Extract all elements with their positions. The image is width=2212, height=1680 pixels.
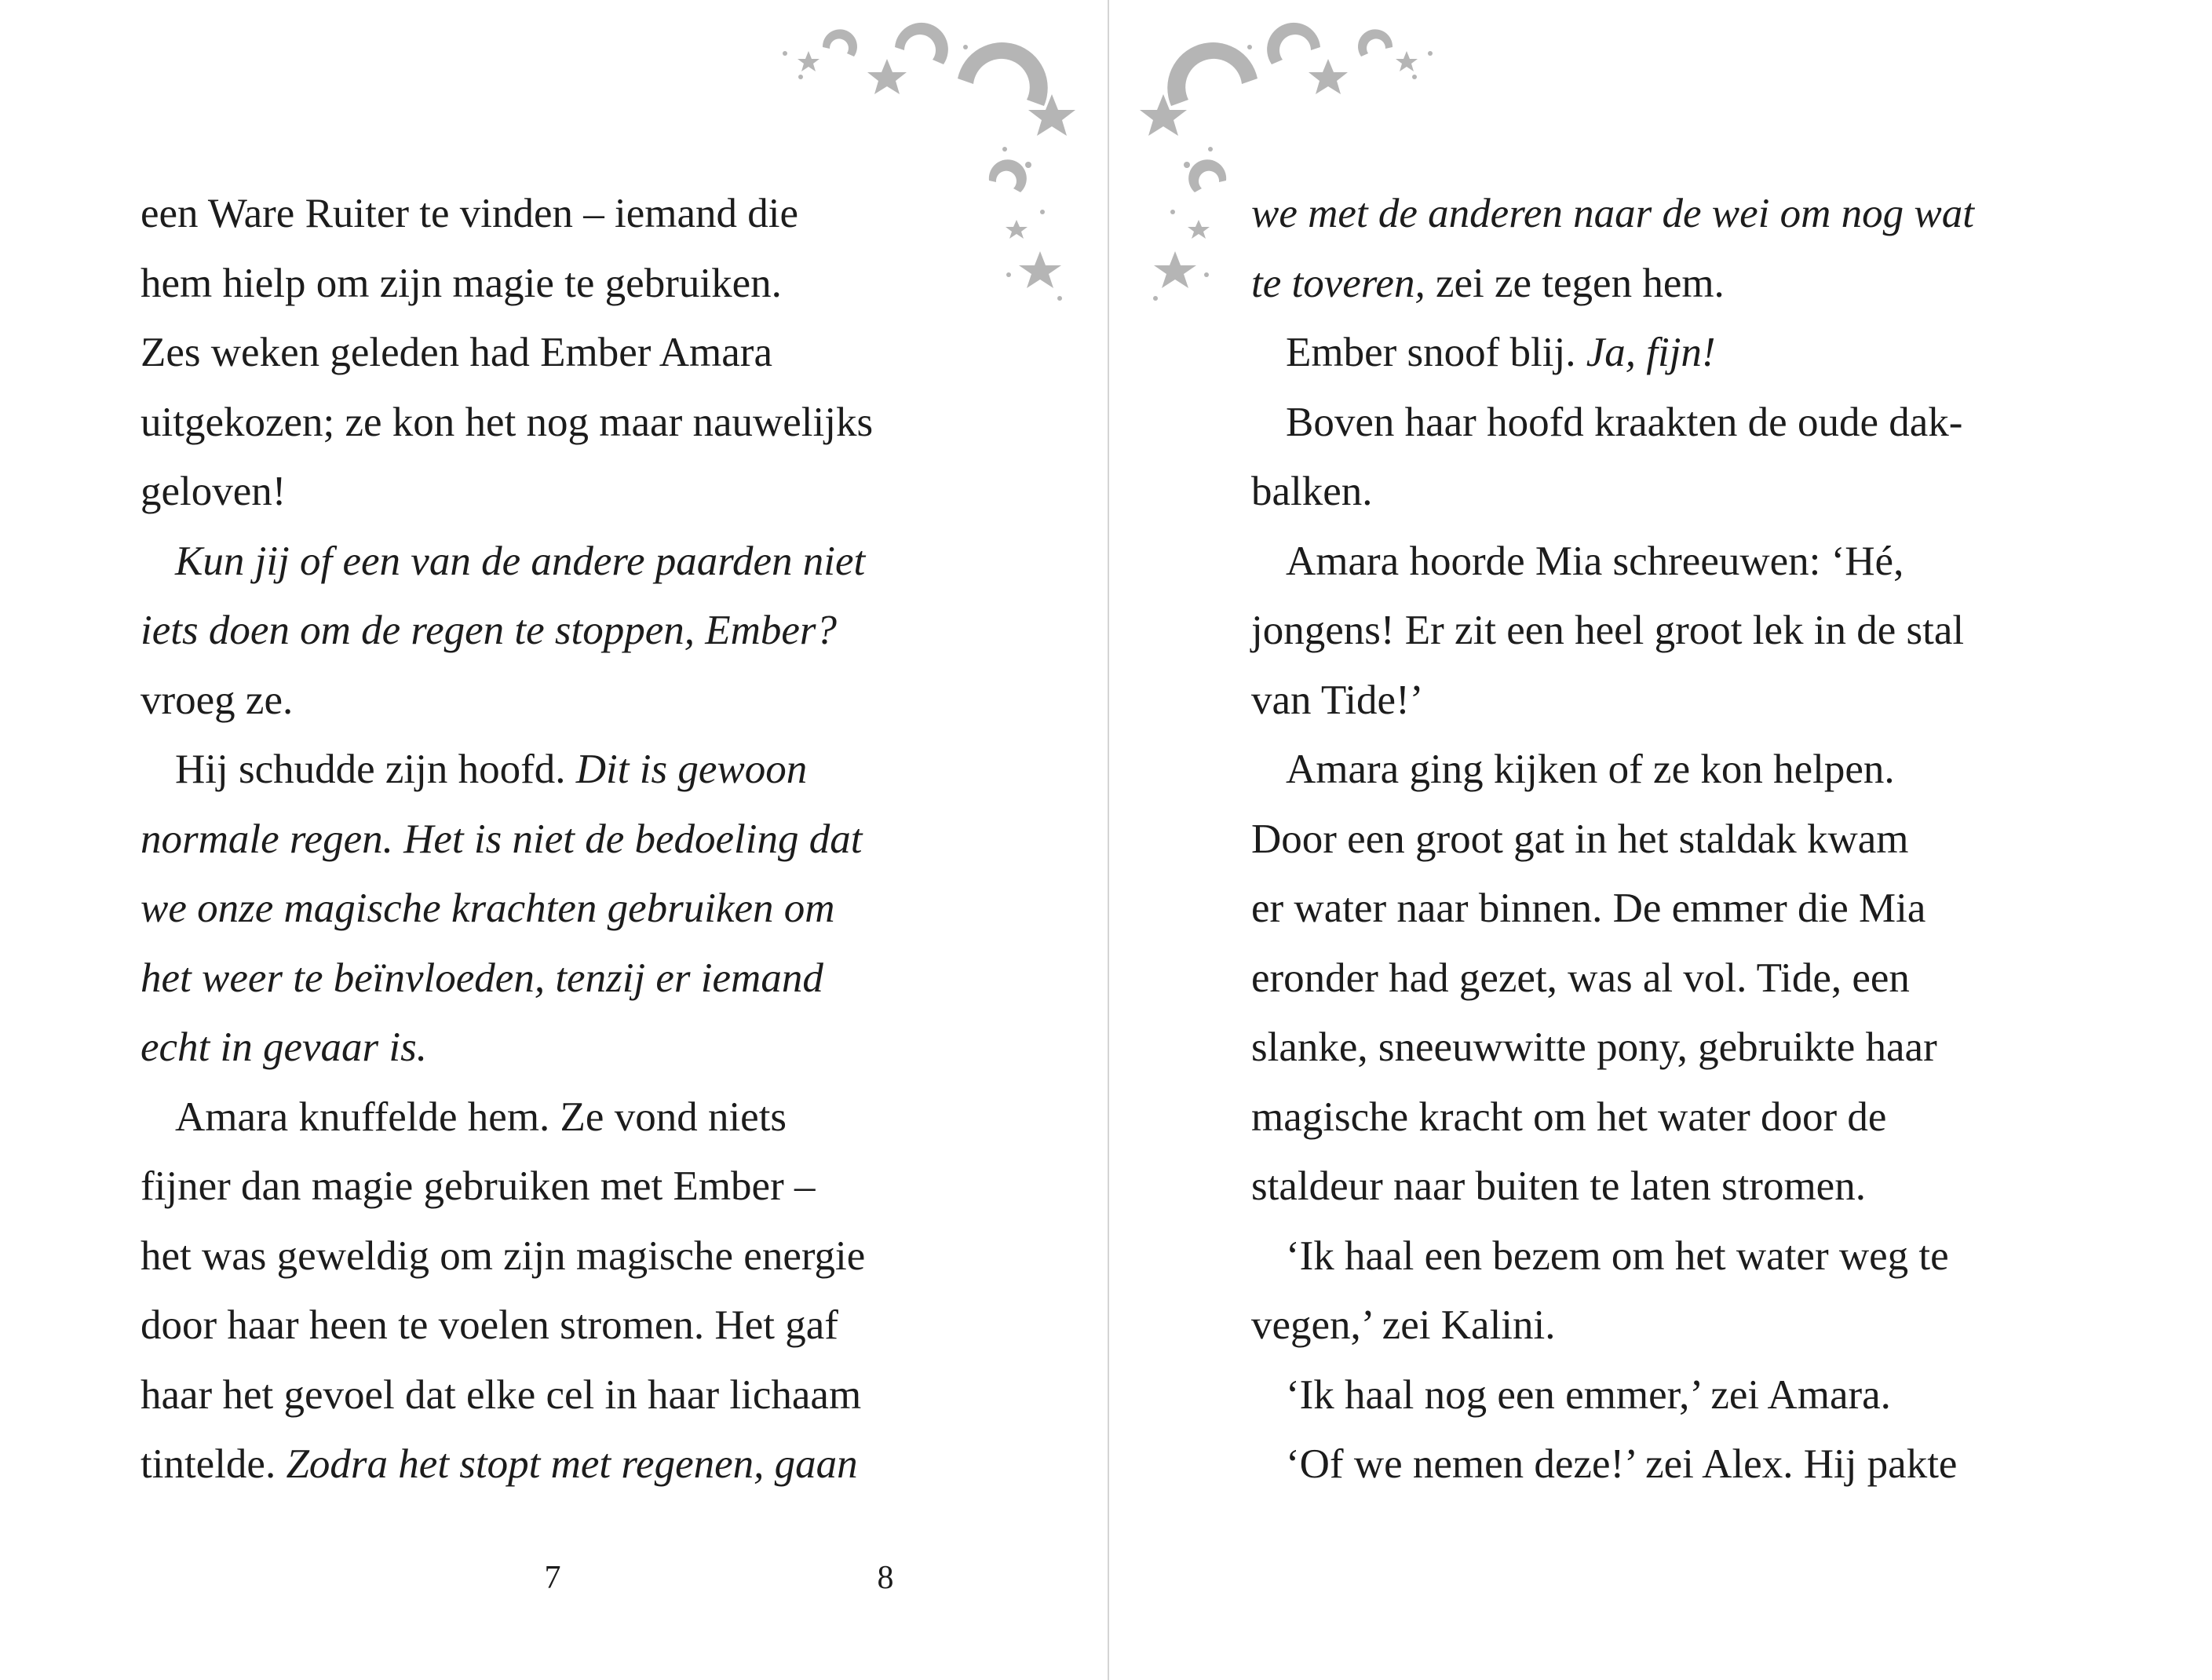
- text-segment: haar het gevoel dat elke cel in haar lichaam: [141, 1371, 862, 1418]
- italic-text-segment: het weer te beïnvloeden, tenzij er iemand: [141, 955, 823, 1001]
- text-line: [1251, 527, 2099, 597]
- text-line: [141, 457, 988, 527]
- text-segment: zei ze tegen hem.: [1425, 260, 1725, 306]
- text-line: [1251, 1291, 2099, 1360]
- text-segment: fijner dan magie gebruiken met Ember –: [141, 1163, 816, 1209]
- text-line: [1251, 596, 2099, 666]
- text-line: [141, 666, 988, 736]
- text-line: [141, 1360, 988, 1430]
- text-segment: staldeur naar buiten te laten stromen.: [1251, 1163, 1866, 1209]
- text-line: [141, 318, 988, 388]
- text-line: [1251, 318, 2099, 388]
- text-segment: jongens! Er zit een heel groot lek in de stal: [1251, 608, 1965, 653]
- text-segment: uitgekozen; ze kon het nog maar nauwelijks: [141, 399, 874, 445]
- text-segment: magische kracht om het water door de: [1251, 1094, 1887, 1140]
- text-segment: het was geweldig om zijn magische energie: [141, 1233, 866, 1279]
- text-segment: balken.: [1251, 469, 1373, 514]
- text-segment: een Ware Ruiter te vinden – iemand die: [141, 191, 799, 236]
- text-segment: Zes weken geleden had Ember Amara: [141, 330, 772, 375]
- text-segment: Amara ging kijken of ze kon helpen.: [1286, 747, 1895, 792]
- text-line: [1251, 1222, 2099, 1291]
- text-segment: hem hielp om zijn magie te gebruiken.: [141, 260, 782, 306]
- italic-text-segment: normale regen. Het is niet de bedoeling dat: [141, 816, 863, 862]
- text-line: [1251, 249, 2099, 319]
- text-segment: slanke, sneeuwwitte pony, gebruikte haar: [1251, 1024, 1937, 1070]
- text-line: [141, 1152, 988, 1222]
- italic-text-segment: we onze magische krachten gebruiken om: [141, 886, 835, 931]
- text-line: [1251, 874, 2099, 944]
- text-line: [1251, 735, 2099, 805]
- text-line: [141, 249, 988, 319]
- text-line: [141, 735, 988, 805]
- text-line: [141, 527, 988, 597]
- page-number: 7: [544, 1560, 561, 1596]
- text-line: [1251, 1360, 2099, 1430]
- italic-text-segment: echt in gevaar is.: [141, 1024, 428, 1070]
- text-line: [141, 388, 988, 458]
- page-number: 8: [877, 1560, 894, 1596]
- text-segment: eronder had gezet, was al vol. Tide, een: [1251, 955, 1910, 1001]
- text-segment: vegen,’ zei Kalini.: [1251, 1302, 1556, 1348]
- text-segment: van Tide!’: [1251, 677, 1424, 723]
- italic-text-segment: Kun jij of een van de andere paarden niet: [175, 538, 866, 584]
- text-line: [1251, 457, 2099, 527]
- text-line: [1251, 944, 2099, 1013]
- text-line: [1251, 179, 2099, 249]
- text-line: [141, 596, 988, 666]
- italic-text-segment: Dit is gewoon: [575, 747, 808, 792]
- text-line: [141, 805, 988, 875]
- text-segment: Amara knuffelde hem. Ze vond niets: [175, 1094, 787, 1140]
- text-line: [141, 1013, 988, 1083]
- text-segment: Boven haar hoofd kraakten de oude dak-: [1286, 399, 1963, 445]
- text-line: [1251, 1152, 2099, 1222]
- text-segment: Door een groot gat in het staldak kwam: [1251, 816, 1909, 862]
- text-line: [141, 874, 988, 944]
- text-line: [1251, 1083, 2099, 1152]
- italic-text-segment: Zodra het stopt met regenen, gaan: [286, 1441, 858, 1487]
- right-page-body: [1251, 179, 2099, 1499]
- text-line: [141, 1083, 988, 1152]
- text-segment: geloven!: [141, 469, 287, 514]
- text-segment: ‘Ik haal een bezem om het water weg te: [1286, 1233, 1949, 1279]
- text-segment: Amara hoorde Mia schreeuwen: ‘Hé,: [1286, 538, 1904, 584]
- text-line: [1251, 388, 2099, 458]
- text-line: [141, 179, 988, 249]
- italic-text-segment: iets doen om de regen te stoppen, Ember?: [141, 608, 838, 653]
- text-segment: vroeg ze.: [141, 677, 294, 723]
- text-line: [1251, 805, 2099, 875]
- text-segment: ‘Of we nemen deze!’ zei Alex. Hij pakte: [1286, 1441, 1958, 1487]
- text-line: [1251, 1013, 2099, 1083]
- text-segment: tintelde.: [141, 1441, 287, 1487]
- italic-text-segment: we met de anderen naar de wei om nog wat: [1251, 191, 1974, 236]
- text-line: [141, 944, 988, 1013]
- text-line: [1251, 666, 2099, 736]
- text-segment: Hij schudde zijn hoofd.: [175, 747, 576, 792]
- text-line: [1251, 1430, 2099, 1499]
- text-segment: ‘Ik haal nog een emmer,’ zei Amara.: [1286, 1371, 1891, 1418]
- text-line: [141, 1222, 988, 1291]
- italic-text-segment: te toveren,: [1251, 260, 1425, 306]
- text-segment: er water naar binnen. De emmer die Mia: [1251, 886, 1926, 931]
- text-line: [141, 1430, 988, 1499]
- text-segment: door haar heen te voelen stromen. Het gaf: [141, 1302, 838, 1348]
- text-segment: Ember snoof blij.: [1286, 330, 1586, 375]
- left-page-body: [141, 179, 988, 1499]
- italic-text-segment: Ja, fijn!: [1586, 330, 1716, 375]
- right-page: [877, 0, 2212, 1680]
- text-line: [141, 1291, 988, 1360]
